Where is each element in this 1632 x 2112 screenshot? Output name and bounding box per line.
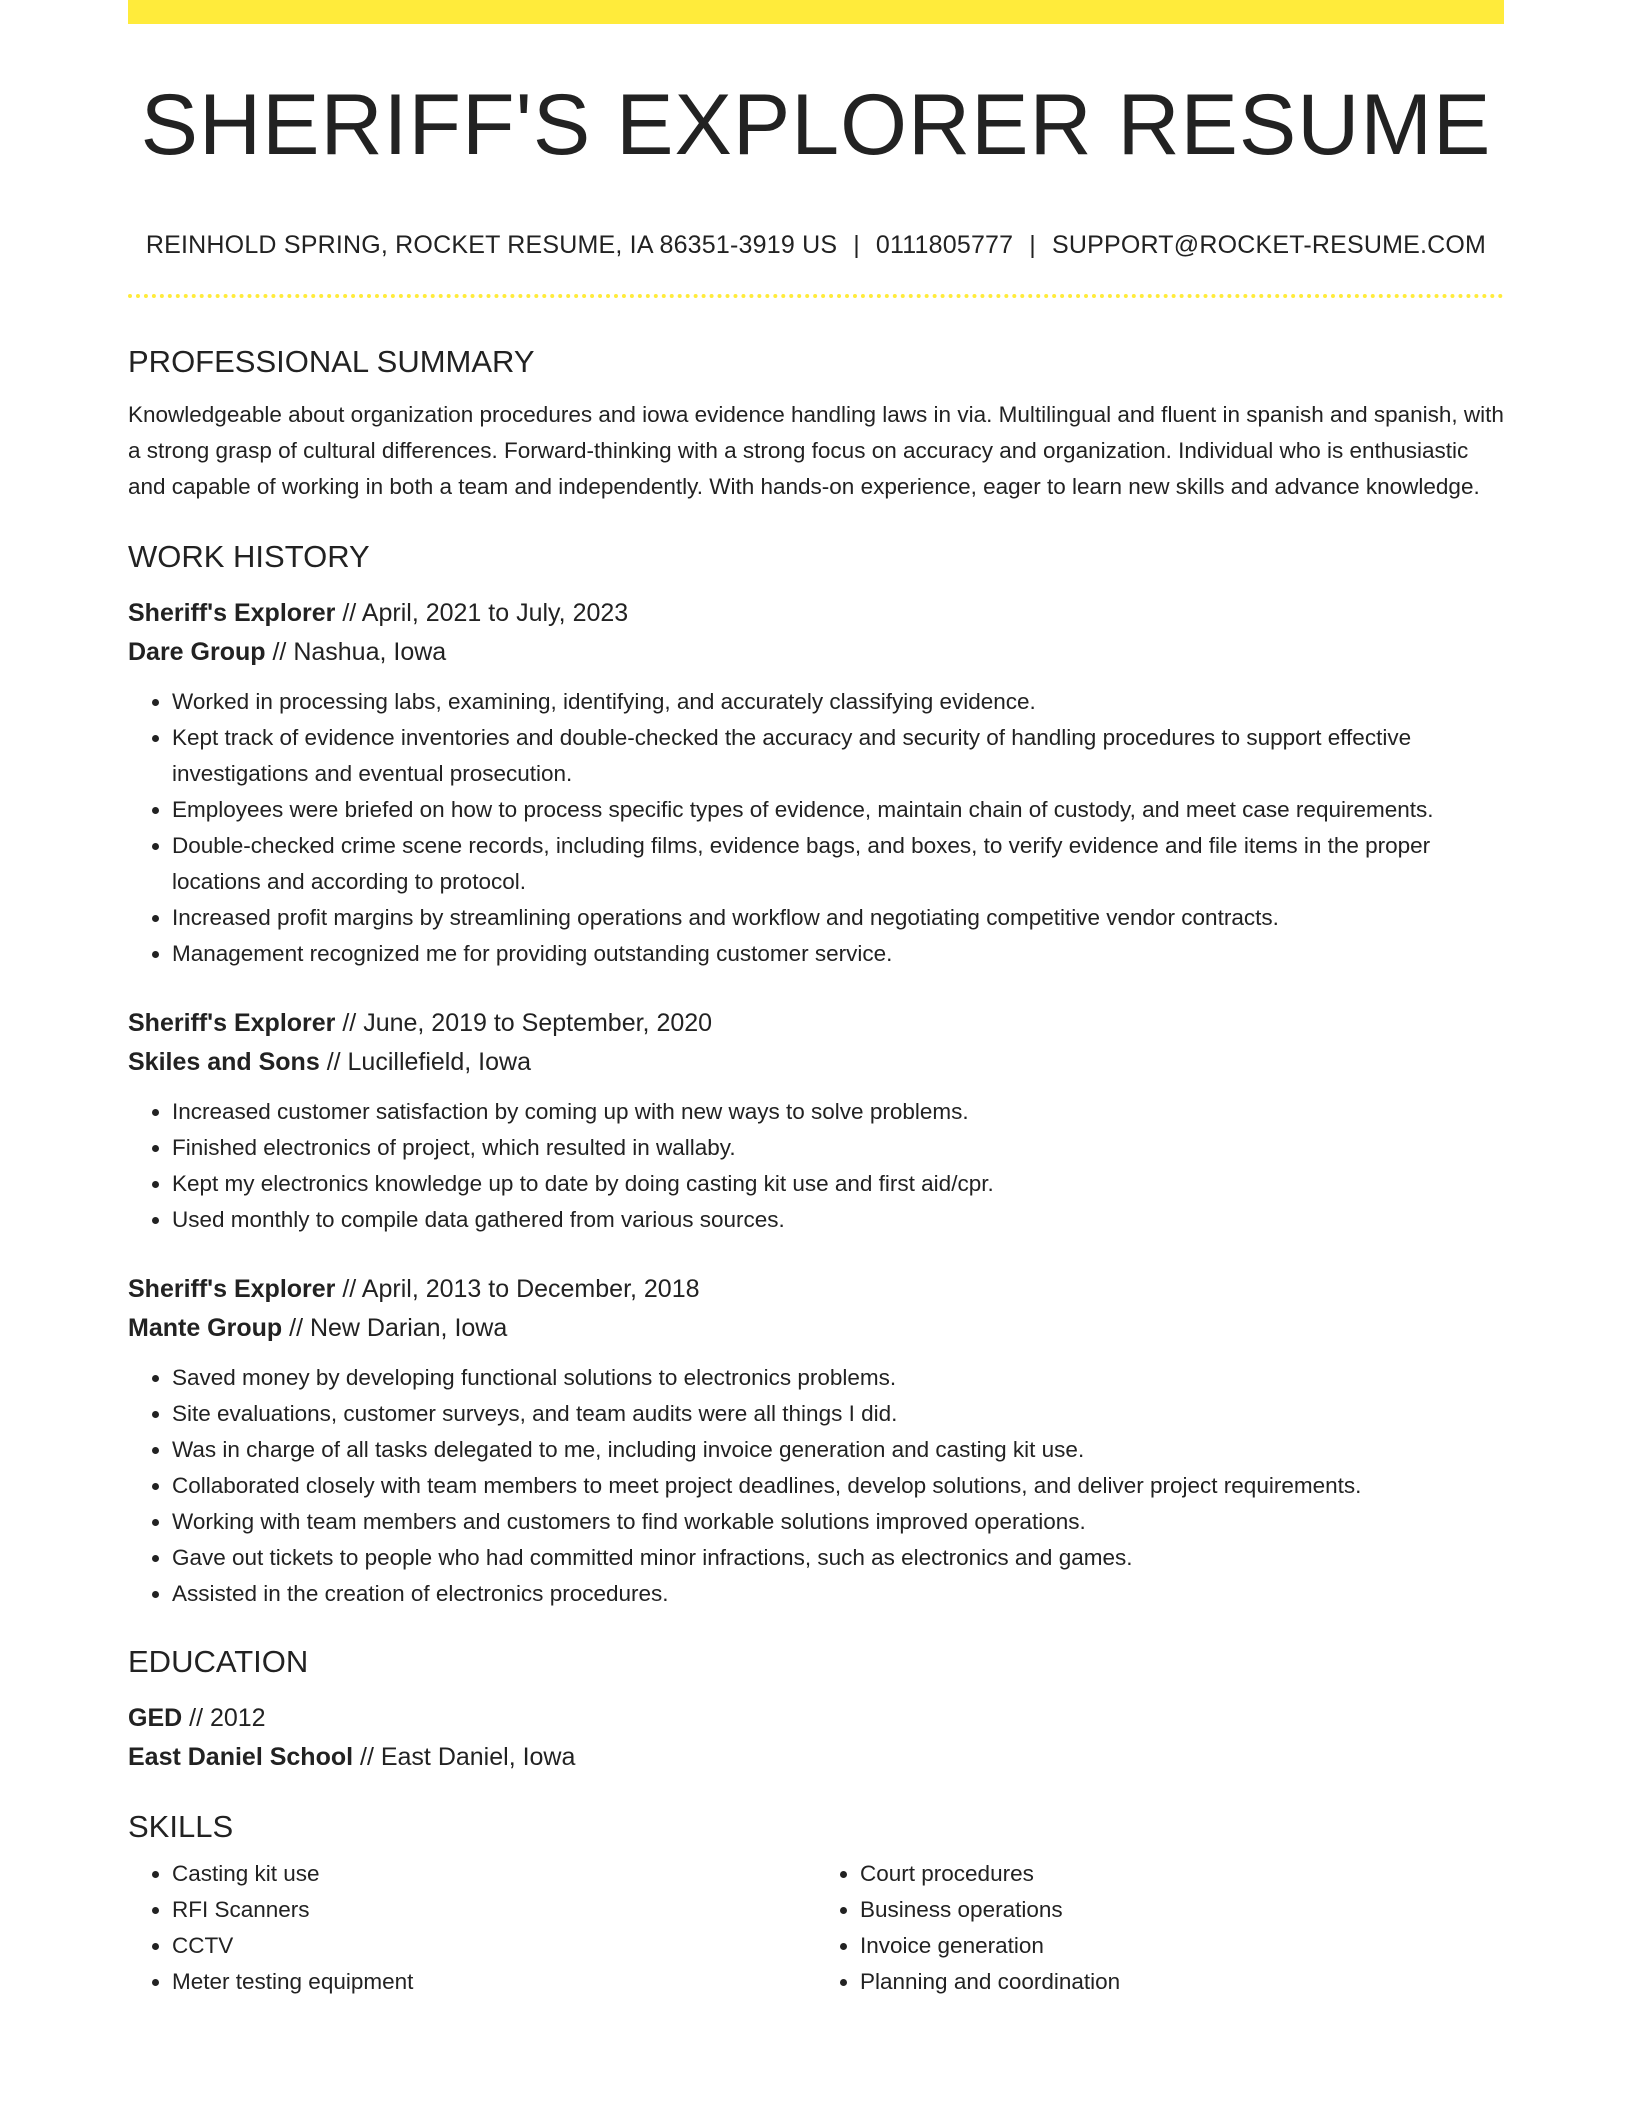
education-school: East Daniel School [128, 1743, 354, 1771]
skill-item: • Casting kit use [172, 1856, 816, 1892]
skill-item: • RFI Scanners [172, 1892, 816, 1928]
job-bullet: • Working with team members and customers to find workable solutions improved operations. [172, 1504, 1504, 1540]
work-history-heading: WORK HISTORY [128, 539, 370, 574]
job-bullet: • Collaborated closely with team members to meet project deadlines, develop solutions, and deliver project requirements. [172, 1468, 1504, 1504]
skill-item: • Invoice generation [860, 1928, 1504, 1964]
resume-page [128, 0, 1504, 2000]
contact-separator: | [1029, 231, 1036, 259]
education-location: // East Daniel, Iowa [353, 1743, 576, 1771]
job-bullet: • Increased profit margins by streamlining operations and workflow and negotiating competitive vendor contracts. [172, 900, 1504, 936]
job-bullets [128, 1094, 1504, 1238]
job-title-line [128, 1004, 1504, 1043]
skills-right-column [816, 1856, 1504, 2000]
skills-grid [128, 1856, 1504, 2000]
education-degree-line [128, 1699, 1504, 1738]
job-company-line [128, 633, 1504, 672]
resume-title: SHERIFF'S EXPLORER RESUME [140, 77, 1492, 173]
job-bullets [128, 1360, 1504, 1612]
job-entry [128, 1004, 1504, 1238]
job-bullet: • Site evaluations, customer surveys, and team audits were all things I did. [172, 1396, 1504, 1432]
job-dates: // April, 2021 to July, 2023 [335, 599, 629, 627]
job-bullet: • Kept track of evidence inventories and double-checked the accuracy and security of handling procedures to support effective investigations and eventual prosecution. [172, 720, 1504, 792]
job-bullet: • Gave out tickets to people who had committed minor infractions, such as electronics and games. [172, 1540, 1504, 1576]
job-bullet: • Was in charge of all tasks delegated to me, including invoice generation and casting kit use. [172, 1432, 1504, 1468]
job-company-line [128, 1043, 1504, 1082]
job-title: Sheriff's Explorer [128, 1009, 336, 1037]
dotted-divider [128, 294, 1504, 298]
skills-left-column [128, 1856, 816, 2000]
education-school-line [128, 1738, 1504, 1777]
top-accent-bar [128, 0, 1504, 24]
job-bullet: • Increased customer satisfaction by coming up with new ways to solve problems. [172, 1094, 1504, 1130]
contact-phone: 0111805777 [875, 231, 1014, 259]
job-bullet: • Worked in processing labs, examining, identifying, and accurately classifying evidence. [172, 684, 1504, 720]
job-bullet: • Double-checked crime scene records, including films, evidence bags, and boxes, to verify evidence and file items in the proper locations and according to protocol. [172, 828, 1504, 900]
job-location: // New Darian, Iowa [282, 1314, 508, 1342]
job-company: Dare Group [128, 638, 266, 666]
education-degree: GED [128, 1704, 183, 1732]
contact-email: SUPPORT@ROCKET-RESUME.COM [1051, 231, 1487, 259]
job-entry [128, 594, 1504, 972]
job-location: // Lucillefield, Iowa [319, 1048, 531, 1076]
job-bullet: • Employees were briefed on how to process specific types of evidence, maintain chain of custody, and meet case requirements. [172, 792, 1504, 828]
job-dates: // April, 2013 to December, 2018 [335, 1275, 700, 1303]
job-title-line [128, 594, 1504, 633]
summary-heading: PROFESSIONAL SUMMARY [128, 344, 535, 379]
skill-item: • Court procedures [860, 1856, 1504, 1892]
skill-item: • Business operations [860, 1892, 1504, 1928]
job-bullet: • Saved money by developing functional solutions to electronics problems. [172, 1360, 1504, 1396]
contact-address: REINHOLD SPRING, ROCKET RESUME, IA 86351-3919 US [145, 231, 838, 259]
job-company: Mante Group [128, 1314, 283, 1342]
job-title: Sheriff's Explorer [128, 599, 336, 627]
job-bullet: • Assisted in the creation of electronics procedures. [172, 1576, 1504, 1612]
job-bullet: • Kept my electronics knowledge up to date by doing casting kit use and first aid/cpr. [172, 1166, 1504, 1202]
skill-item: • Meter testing equipment [172, 1964, 816, 2000]
education-heading: EDUCATION [128, 1644, 309, 1679]
job-dates: // June, 2019 to September, 2020 [335, 1009, 713, 1037]
contact-separator: | [853, 231, 860, 259]
education-year: // 2012 [182, 1704, 266, 1732]
skill-item: • Planning and coordination [860, 1964, 1504, 2000]
job-bullet: • Management recognized me for providing outstanding customer service. [172, 936, 1504, 972]
job-title: Sheriff's Explorer [128, 1275, 336, 1303]
skill-item: • CCTV [172, 1928, 816, 1964]
job-bullets [128, 684, 1504, 972]
job-bullet: • Used monthly to compile data gathered from various sources. [172, 1202, 1504, 1238]
summary-text: Knowledgeable about organization procedures and iowa evidence handling laws in via. Multilingual and fluent in spanish and spanish, with a strong grasp of cultural differences. Forward-thinking with a strong focus on accuracy and organization. Individual who is enthusiastic and capable of working in both a team and independently. With hands-on experience, eager to learn new skills and advance knowledge. [128, 402, 1504, 499]
job-company-line [128, 1309, 1504, 1348]
job-bullet: • Finished electronics of project, which resulted in wallaby. [172, 1130, 1504, 1166]
education-entry [128, 1699, 1504, 1777]
job-title-line [128, 1270, 1504, 1309]
contact-line [128, 233, 1504, 258]
job-entry [128, 1270, 1504, 1612]
skills-heading: SKILLS [128, 1809, 234, 1844]
job-location: // Nashua, Iowa [265, 638, 447, 666]
job-company: Skiles and Sons [128, 1048, 320, 1076]
